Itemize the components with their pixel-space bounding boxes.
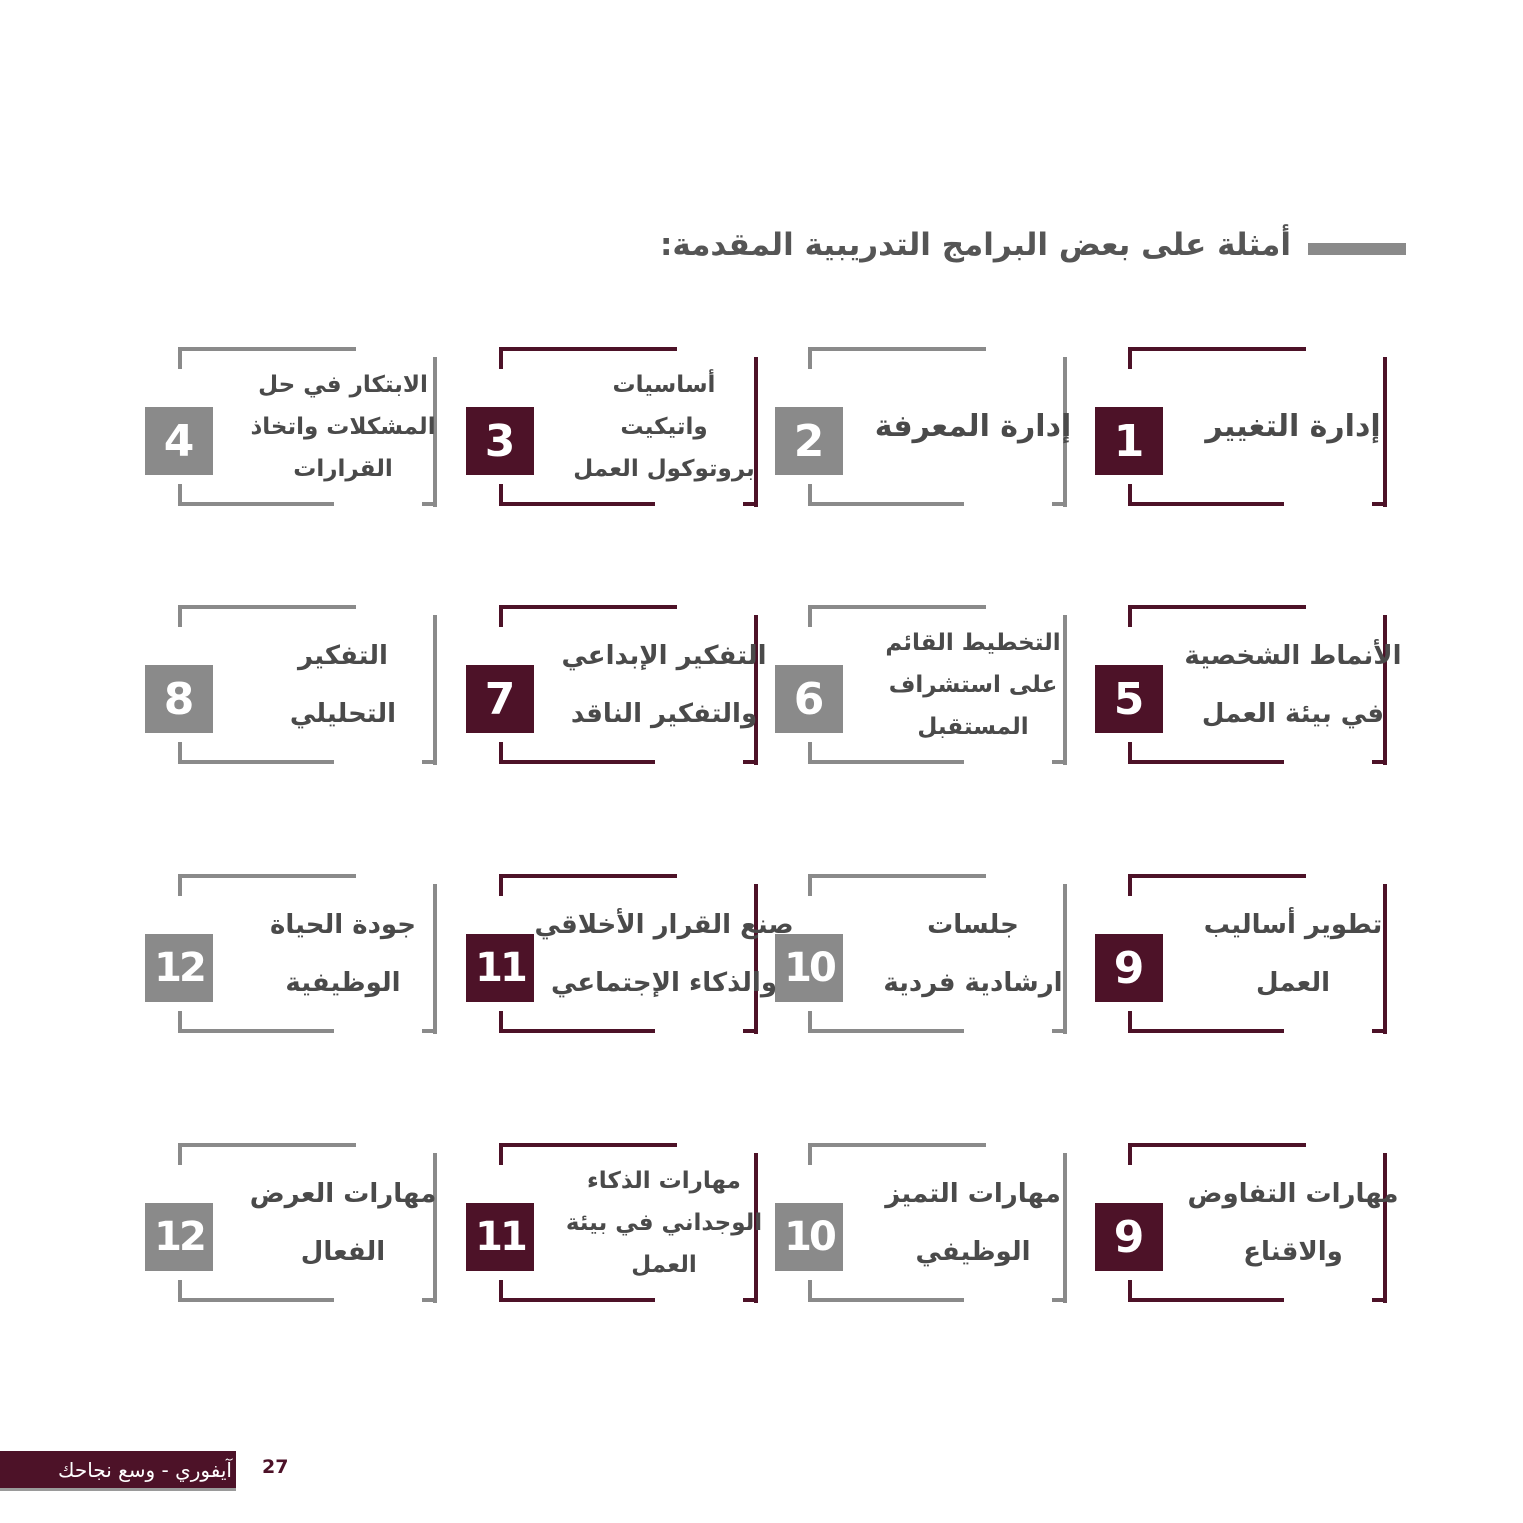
- program-title-line: القرارات: [293, 456, 393, 482]
- card-frame-segment: [178, 605, 182, 627]
- program-card: [784, 874, 1108, 1034]
- program-number-badge: 2: [775, 407, 843, 475]
- program-number-badge: 3: [466, 407, 534, 475]
- card-frame-segment: [808, 874, 812, 896]
- program-title-line: إدارة المعرفة: [874, 409, 1072, 444]
- program-title-line: واتيكيت: [620, 414, 708, 440]
- program-card: [1113, 874, 1428, 1034]
- program-number-badge: 5: [1095, 665, 1163, 733]
- page-heading: أمثلة على بعض البرامج التدريبية المقدمة:: [660, 227, 1291, 263]
- program-title: [853, 874, 1093, 1034]
- program-number-badge: 9: [1095, 1203, 1163, 1271]
- program-title-line: صنع القرار الأخلاقي: [534, 910, 794, 940]
- program-card: [1113, 1143, 1428, 1303]
- program-card: [793, 605, 1108, 765]
- program-number-badge: 7: [466, 665, 534, 733]
- program-card: [475, 1143, 799, 1303]
- program-title: [1173, 605, 1413, 765]
- card-frame-segment: [178, 347, 182, 369]
- program-title-line: مهارات الذكاء: [587, 1168, 741, 1194]
- program-title: [544, 1143, 784, 1303]
- program-title: [223, 874, 463, 1034]
- program-title: [853, 1143, 1093, 1303]
- program-title-line: والتفكير الناقد: [570, 699, 758, 729]
- program-number-badge: 12: [145, 934, 213, 1002]
- program-title-line: مهارات التميز: [885, 1179, 1061, 1209]
- program-title-line: ارشادية فردية: [883, 968, 1063, 998]
- program-title-line: في بيئة العمل: [1201, 699, 1385, 729]
- program-title-line: التحليلي: [289, 699, 397, 729]
- program-number-badge: 10: [775, 934, 843, 1002]
- card-frame-segment: [808, 347, 812, 369]
- program-title-line: والذكاء الإجتماعي: [551, 968, 777, 998]
- program-number-badge: 9: [1095, 934, 1163, 1002]
- program-title: [1173, 874, 1413, 1034]
- program-title: [223, 1143, 463, 1303]
- program-title-line: التخطيط القائم: [885, 630, 1061, 656]
- program-title: [544, 605, 784, 765]
- program-card: [163, 347, 478, 507]
- program-card: [484, 347, 799, 507]
- program-title: [853, 347, 1093, 507]
- program-card: [1113, 605, 1428, 765]
- program-title-line: والاقناع: [1243, 1237, 1343, 1267]
- program-title-line: المشكلات واتخاذ: [250, 414, 436, 440]
- program-number-badge: 1: [1095, 407, 1163, 475]
- program-number-badge: 8: [145, 665, 213, 733]
- program-title-line: بروتوكول العمل: [573, 456, 755, 482]
- program-card: [1113, 347, 1428, 507]
- program-card: [484, 605, 799, 765]
- program-title: [534, 874, 794, 1034]
- card-frame-segment: [499, 605, 503, 627]
- program-title-line: مهارات العرض: [249, 1179, 437, 1209]
- card-frame-segment: [499, 347, 503, 369]
- program-title-line: تطوير أساليب: [1203, 910, 1383, 940]
- program-title: [223, 605, 463, 765]
- program-card: [784, 1143, 1108, 1303]
- program-title-line: التفكير: [298, 641, 388, 671]
- program-title: [544, 347, 784, 507]
- program-card: [154, 1143, 478, 1303]
- heading-bar: [1308, 243, 1406, 255]
- program-title-line: المستقبل: [917, 714, 1029, 740]
- program-title-line: أساسيات: [612, 372, 716, 398]
- program-title-line: مهارات التفاوض: [1187, 1179, 1399, 1209]
- page-number: 27: [262, 1456, 289, 1478]
- program-title: [1173, 1143, 1413, 1303]
- card-frame-segment: [808, 605, 812, 627]
- program-number-badge: 11: [466, 934, 534, 1002]
- program-number-badge: 10: [775, 1203, 843, 1271]
- program-title-line: جودة الحياة: [270, 910, 416, 940]
- card-frame-segment: [1128, 347, 1132, 369]
- program-card: [163, 605, 478, 765]
- program-title: [1173, 347, 1413, 507]
- program-card: [154, 874, 478, 1034]
- card-frame-segment: [178, 1143, 182, 1165]
- footer-brand-text: آيفوري - وسع نجاحك: [57, 1458, 232, 1482]
- program-title-line: الوظيفية: [285, 968, 401, 998]
- program-title: [223, 347, 463, 507]
- card-frame-segment: [178, 874, 182, 896]
- card-frame-segment: [1128, 874, 1132, 896]
- program-title-line: جلسات: [927, 910, 1019, 940]
- program-title-line: الفعال: [300, 1237, 386, 1267]
- program-title-line: الابتكار في حل: [258, 372, 428, 398]
- program-title-line: العمل: [631, 1252, 697, 1278]
- card-frame-segment: [808, 1143, 812, 1165]
- program-title-line: التفكير الإبداعي: [561, 641, 767, 671]
- program-number-badge: 6: [775, 665, 843, 733]
- program-title-line: الوظيفي: [915, 1237, 1031, 1267]
- program-number-badge: 12: [145, 1203, 213, 1271]
- card-frame-segment: [499, 1143, 503, 1165]
- program-title-line: على استشراف: [888, 672, 1058, 698]
- program-number-badge: 11: [466, 1203, 534, 1271]
- card-frame-segment: [499, 874, 503, 896]
- program-title-line: الوجداني في بيئة: [565, 1210, 763, 1236]
- program-title: [853, 605, 1093, 765]
- card-frame-segment: [1128, 605, 1132, 627]
- program-title-line: الأنماط الشخصية: [1184, 641, 1402, 671]
- program-title-line: العمل: [1256, 968, 1330, 998]
- program-card: [475, 874, 799, 1034]
- program-card: [793, 347, 1108, 507]
- program-number-badge: 4: [145, 407, 213, 475]
- card-frame-segment: [1128, 1143, 1132, 1165]
- program-title-line: إدارة التغيير: [1205, 409, 1381, 444]
